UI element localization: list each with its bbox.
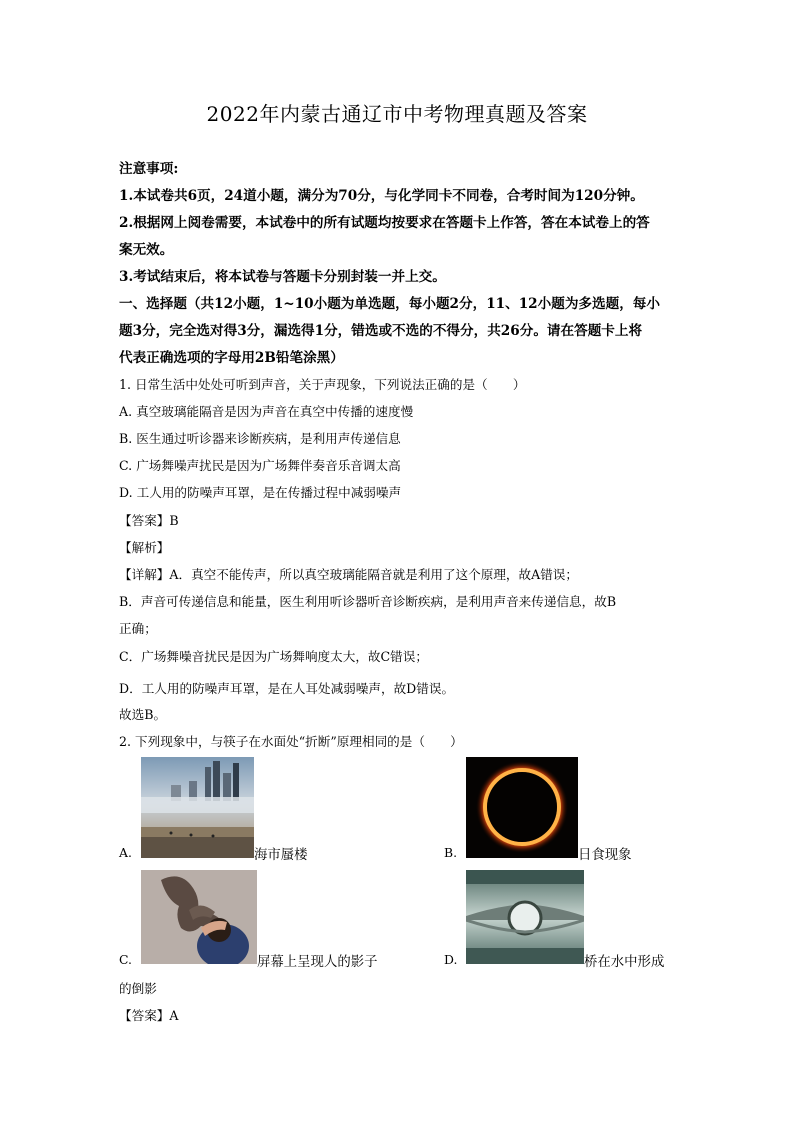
section1-line-3: 代表正确选项的字母用2B铅笔涂黑） — [119, 350, 344, 366]
q1-option-a: A. 真空玻璃能隔音是因为声音在真空中传播的速度慢 — [119, 404, 414, 419]
mirage-photo — [141, 757, 254, 858]
q2-answer: 【答案】A — [119, 1008, 179, 1023]
q1-detail-3: 正确； — [119, 621, 157, 636]
q1-detail-1: 【详解】A．真空不能传声，所以真空玻璃能隔音就是利用了这个原理，故A错误； — [119, 567, 578, 582]
q1-answer: 【答案】B — [119, 513, 179, 528]
q2-option-a-caption: 海市蜃楼 — [254, 848, 308, 863]
bridge-reflection-photo — [466, 870, 584, 964]
notice-item-2-cont: 案无效。 — [119, 242, 174, 258]
notice-item-2: 2.根据网上阅卷需要，本试卷中的所有试题均按要求在答题卡上作答，答在本试卷上的答 — [119, 215, 650, 231]
q2-option-d-caption: 桥在水中形成 — [584, 955, 665, 970]
q1-analysis: 【解析】 — [119, 540, 170, 555]
notice-heading: 注意事项: — [119, 161, 179, 177]
q1-detail-4: C．广场舞噪音扰民是因为广场舞响度太大，故C错误； — [119, 649, 428, 664]
q2-option-d-caption-wrap: 的倒影 — [119, 981, 157, 996]
q1-stem: 1. 日常生活中处处可听到声音，关于声现象，下列说法正确的是（ ） — [119, 377, 526, 392]
notice-item-1: 1.本试卷共6页，24道小题，满分为70分，与化学同卡不同卷，合考时间为120分钟。 — [119, 188, 644, 204]
eclipse-photo — [466, 757, 578, 858]
q1-option-c: C. 广场舞噪声扰民是因为广场舞伴奏音乐音调太高 — [119, 458, 401, 473]
q2-option-d-letter: D. — [444, 952, 458, 967]
q1-detail-6: 故选B。 — [119, 707, 167, 722]
q1-detail-5: D．工人用的防噪声耳罩，是在人耳处减弱噪声，故D错误。 — [119, 681, 455, 696]
q2-option-a-letter: A. — [119, 845, 132, 860]
section1-line-1: 一、选择题（共12小题，1~10小题为单选题，每小题2分，11、12小题为多选题，每小 — [119, 296, 660, 312]
q2-option-b-caption: 日食现象 — [578, 848, 632, 863]
q1-detail-2: B．声音可传递信息和能量，医生利用听诊器听音诊断疾病，是利用声音来传递信息，故B — [119, 594, 617, 609]
q2-option-b-letter: B. — [444, 845, 458, 860]
q1-option-b: B. 医生通过听诊器来诊断疾病，是利用声传递信息 — [119, 431, 401, 446]
section1-line-2: 题3分，完全选对得3分，漏选得1分，错选或不选的不得分，共26分。请在答题卡上将 — [119, 323, 643, 339]
q2-option-c-caption: 屏幕上呈现人的影子 — [257, 955, 378, 970]
q2-stem: 2. 下列现象中，与筷子在水面处“折断”原理相同的是（ ） — [119, 734, 463, 749]
page-title: 2022年内蒙古通辽市中考物理真题及答案 — [206, 102, 588, 126]
notice-item-3: 3.考试结束后，将本试卷与答题卡分别封装一并上交。 — [119, 269, 446, 285]
q1-option-d: D. 工人用的防噪声耳罩，是在传播过程中减弱噪声 — [119, 485, 402, 500]
q2-option-c-letter: C. — [119, 952, 132, 967]
shadow-photo — [141, 870, 257, 964]
